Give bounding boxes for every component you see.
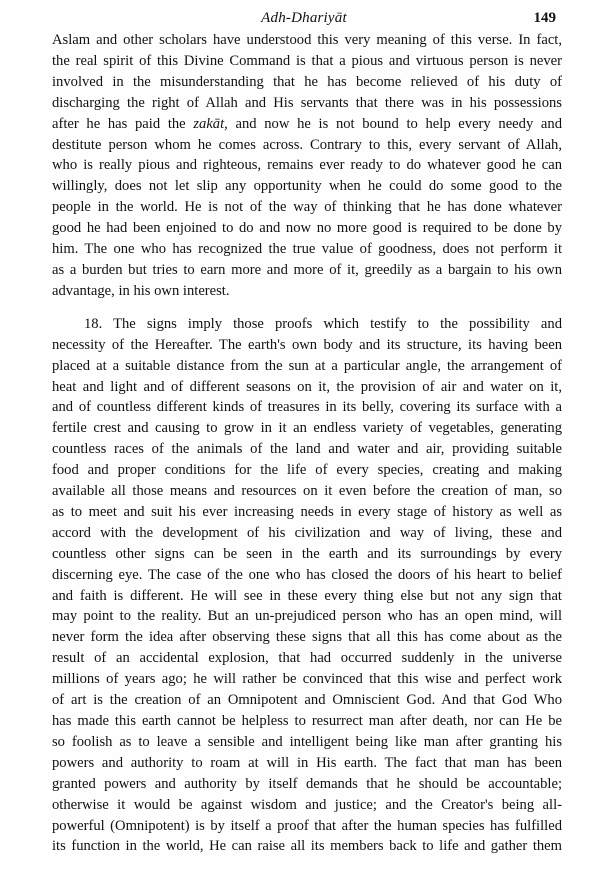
text-line: has made this earth cannot be helpless to resurrect man after death, nor can He be bbox=[52, 713, 562, 729]
text-line: powers and authority to roam at will in His earth. The fact that man has been bbox=[52, 754, 562, 771]
text-line: heat and light and of different seasons on it, the provision of air and water on it, bbox=[52, 378, 562, 395]
text-line: necessity of the Hereafter. The earth's own body and its structure, its having been bbox=[52, 336, 562, 353]
text-line: him. The one who has recognized the true value of goodness, does not perform it bbox=[52, 241, 562, 258]
text-line: involved in the misunderstanding that he has become relieved of his duty of bbox=[52, 73, 562, 90]
text-line: countless races of the animals of the land and water and air, providing suitable bbox=[52, 441, 562, 458]
text-line: and faith is different. He will see in these every thing else but not any sign that bbox=[52, 587, 562, 604]
text-line: fertile crest and causing to grow in it an endless variety of vegetables, generating bbox=[52, 420, 562, 437]
text-line: good he had been enjoined to do and now no more good is required to be done by bbox=[52, 220, 562, 237]
text-line: its function in the world, He can raise all its members back to life and gather them bbox=[52, 838, 562, 855]
text-line: discerning eye. The case of the one who has closed the doors of his heart to belief bbox=[52, 566, 562, 583]
text-line: so foolish as to leave a sensible and intelligent being like man after granting his bbox=[52, 733, 562, 750]
paragraph-gap bbox=[52, 302, 562, 314]
body-text bbox=[52, 30, 562, 857]
text-line: powerful (Omnipotent) is by itself a proof that after the human species has fulfilled bbox=[52, 817, 562, 834]
text-line: placed at a suitable distance from the sun at a particular angle, the arrangement of bbox=[52, 357, 562, 374]
text-line: advantage, in his own interest. bbox=[52, 282, 230, 299]
text-line: otherwise it would be against wisdom and justice; and the Creator's being all- bbox=[52, 796, 562, 813]
text-line: Aslam and other scholars have understood this very meaning of this verse. In fact, bbox=[52, 32, 562, 48]
text-line: as to meet and suit his ever increasing needs in every stage of history as well as bbox=[52, 503, 562, 520]
paragraph-note-18 bbox=[52, 314, 562, 858]
text-line: never form the idea after observing these signs that all this has come about as the bbox=[52, 629, 562, 646]
text-line: and of countless different kinds of treasures in its belly, covering its surface with a bbox=[52, 399, 562, 416]
text-line: accord with the development of his civilization and way of living, these and bbox=[52, 524, 562, 541]
text-line: people in the world. He is not of the way of thinking that he has done whatever bbox=[52, 199, 562, 216]
text-line: who is really pious and righteous, remains ever ready to do whatever good he can bbox=[52, 157, 562, 174]
text-line: of art is the creation of an Omnipotent and Omniscient God. And that God Who bbox=[52, 692, 562, 709]
italic-term-zakat: zakāt, bbox=[193, 115, 228, 132]
text-line: destitute person whom he comes across. Contrary to this, every servant of Allah, bbox=[52, 136, 562, 153]
text-line: may point to the reality. But an un-prejudiced person who has an open mind, will bbox=[52, 608, 562, 625]
text-segment: and now he is not bound to help every needy and bbox=[227, 115, 562, 132]
running-title: Adh-Dhariyāt bbox=[261, 10, 347, 26]
text-line: willingly, does not let slip any opportunity when he could do some good to the bbox=[52, 178, 562, 195]
page-number: 149 bbox=[533, 10, 556, 26]
text-line: discharging the right of Allah and His servants that there was in his possessions bbox=[52, 94, 562, 111]
text-line: available all those means and resources on it even before the creation of man, so bbox=[52, 483, 562, 500]
text-line-with-term bbox=[52, 114, 562, 135]
text-line: countless other signs can be seen in the earth and its surroundings by every bbox=[52, 545, 562, 562]
text-line: as a burden but tries to earn more and more of it, greedily as a bargain to his own bbox=[52, 261, 562, 278]
text-line: 18. The signs imply those proofs which testify to the possibility and bbox=[84, 315, 562, 332]
text-segment: after he has paid the bbox=[52, 115, 194, 132]
text-line: food and proper conditions for the life of every species, creating and making bbox=[52, 462, 562, 479]
text-line: the real spirit of this Divine Command is that a pious and virtuous person is never bbox=[52, 52, 562, 69]
paragraph-continuation bbox=[52, 30, 562, 302]
text-line: granted powers and authority by itself demands that he should be accountable; bbox=[52, 775, 562, 792]
text-line: result of an accidental explosion, that had occurred suddenly in the universe bbox=[52, 650, 562, 667]
text-line: millions of years ago; he will rather be convinced that this wise and perfect work bbox=[52, 671, 562, 688]
running-header bbox=[52, 10, 556, 32]
